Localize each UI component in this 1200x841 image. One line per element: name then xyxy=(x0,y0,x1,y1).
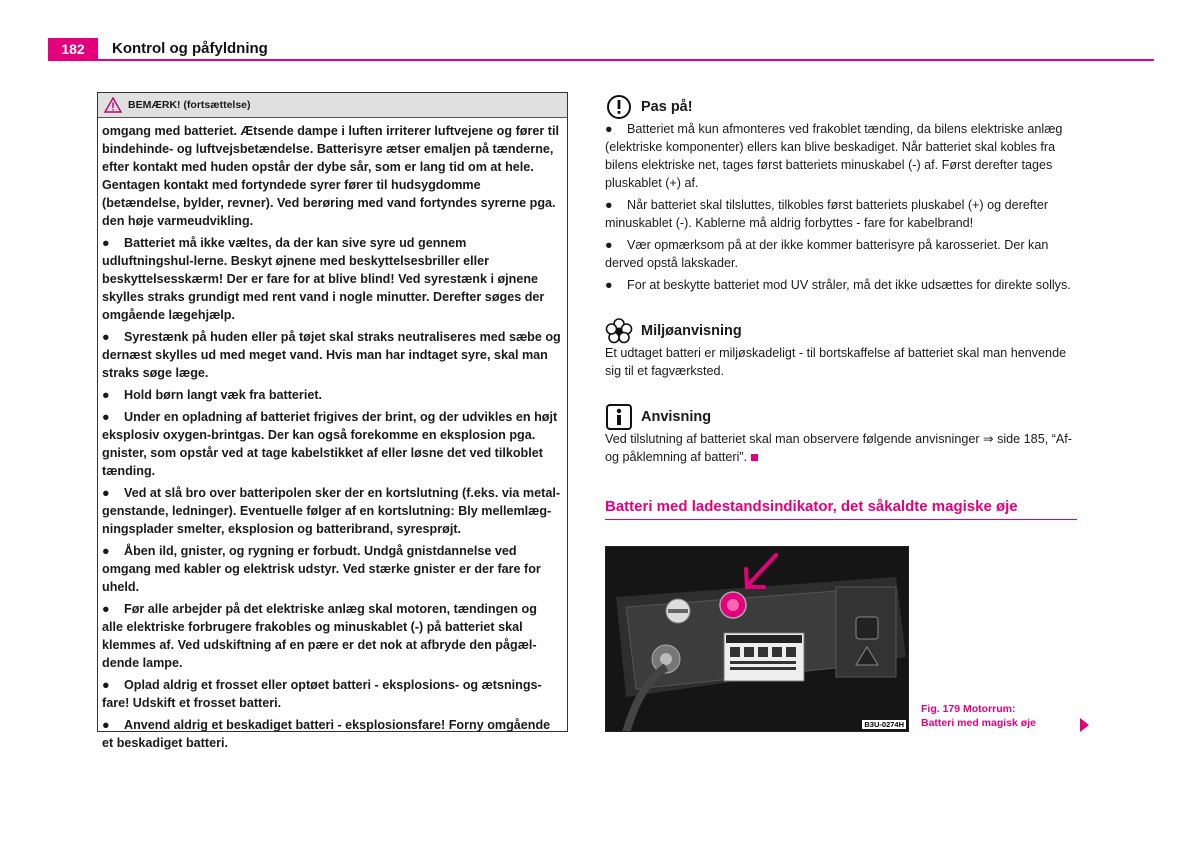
warning-heading-bar xyxy=(98,93,567,118)
caption-line-2: Batteri med magisk øje xyxy=(921,717,1036,729)
running-title: Kontrol og påfyldning xyxy=(112,40,268,57)
end-marker-icon xyxy=(751,454,758,461)
flower-icon xyxy=(605,318,633,344)
warning-bullet: ● Under en opladning af batteriet frigives der brint, og der udvikles en højt eksplosiv oxygen-brintgas. Der kan også forekomme en eksplosion pga. gnister, som opstår ved at tage kabelstikket af eller løsne det ved tilkoblet tænding. xyxy=(102,410,558,478)
warning-bullet: ● Ved at slå bro over batteripolen sker der en kortslutning (f.eks. via metal-genstande, ledninger). Eventuelle følger af en kortslutning: Bly mellemlæg-ningsplader smelter, eksplosion og batteribrand, syresprøjt. xyxy=(102,486,561,536)
note-text: Ved tilslutning af batteriet skal man observere følgende anvisninger ⇒ side 185, “Af- og påklemning af batteri”. xyxy=(605,432,1072,464)
note-heading-row xyxy=(605,404,1080,430)
header-rule xyxy=(48,59,1154,61)
warning-triangle-icon xyxy=(104,97,122,113)
note-heading: Anvisning xyxy=(641,409,712,425)
warning-box xyxy=(97,92,568,750)
figure-code: B3U-0274H xyxy=(864,720,904,729)
section-title: Batteri med ladestandsindikator, det såkaldte magiske øje xyxy=(605,498,1077,520)
figure-caption xyxy=(921,702,1036,730)
environment-heading-row xyxy=(605,318,1080,344)
caption-line-1: Fig. 179 Motorrum: xyxy=(921,703,1016,715)
caution-bullet: ● Når batteriet skal tilsluttes, tilkobles først batteriets pluskabel (+) og derefter minuskablet (-). Kablerne må aldrig forbyttes - fare for kabelbrand! xyxy=(605,198,1049,230)
environment-section xyxy=(605,318,1080,384)
warning-bullet: ● Oplad aldrig et frosset eller optøet batteri - eksplosions- og ætsnings-fare! Udskift et frosset batteri. xyxy=(102,678,542,710)
warning-bullet: ● Anvend aldrig et beskadiget batteri - eksplosionsfare! Forny omgående et beskadiget batteri. xyxy=(102,718,551,750)
warning-heading: BEMÆRK! (fortsættelse) xyxy=(128,99,251,111)
warning-bullet: ● Hold børn langt væk fra batteriet. xyxy=(102,388,323,402)
environment-text: Et udtaget batteri er miljøskadeligt - til bortskaffelse af batteriet skal man henvende sig til et fagværksted. xyxy=(605,346,1067,378)
info-icon xyxy=(605,404,633,430)
environment-heading: Miljøanvisning xyxy=(641,323,742,339)
warning-bullet: ● Før alle arbejder på det elektriske anlæg skal motoren, tændingen og alle elektriske forbrugere frakobles og minuskablet (-) på batteriet skal klemmes af. Ved udskiftning af en pære er det nok at afbryde den pågæl-dende lampe. xyxy=(102,602,537,670)
caution-section xyxy=(605,94,1080,298)
exclamation-circle-icon xyxy=(605,94,633,120)
continue-arrow-icon xyxy=(1080,718,1089,732)
warning-bullet: ● Batteriet må ikke væltes, da der kan sive syre ud gennem udluftningshul-lerne. Beskyt øjnene med beskyttelsesbriller eller beskyttelsesskærm! Der er fare for at blive blind! Ved syrestænk i øjnene skylles straks grundigt med rent vand i nogle minutter. Derefter søges der omgående lægehjælp. xyxy=(102,236,545,322)
caution-bullet: ● For at beskytte batteriet mod UV stråler, må det ikke udsættes for direkte sollys. xyxy=(605,278,1071,292)
warning-bullet: ● Syrestænk på huden eller på tøjet skal straks neutraliseres med sæbe og dernæst skylles ud med meget vand. Hvis man har indtaget syre, skal man straks søge læge. xyxy=(102,330,561,380)
warning-body xyxy=(98,118,567,752)
caution-bullet: ● Vær opmærksom på at der ikke kommer batterisyre på karosseriet. Der kan derved opstå lakskader. xyxy=(605,238,1049,270)
page-number: 182 xyxy=(48,38,98,60)
battery-illustration xyxy=(606,547,909,732)
caution-heading: Pas på! xyxy=(641,99,693,115)
warning-bullet: ● Åben ild, gnister, og rygning er forbudt. Undgå gnistdannelse ved omgang med kabler og elektrisk udstyr. Ved stærke gnister er der fare for uheld. xyxy=(102,544,541,594)
caution-heading-row xyxy=(605,94,1080,120)
figure-battery-magic-eye xyxy=(605,546,909,732)
note-section xyxy=(605,404,1080,470)
caution-bullet: ● Batteriet må kun afmonteres ved frakoblet tænding, da bilens elektriske anlæg (elektriske komponenter) ellers kan blive beskadiget. Når batteriet skal kobles fra bilens elektriske net, tages først batteriets minuskabel (-) af. Først derefter tages pluskablet (+) af. xyxy=(605,122,1063,190)
warning-intro: omgang med batteriet. Ætsende dampe i luften irriterer luftvejene og fører til bindehinde- og luftvejsbetændelse. Batterisyre ætser emaljen på tænderne, efter kontakt med huden opstår der dybe sår, som er lang tid om at hele. Gentagen kontakt med fortyndede syrer fører til hudsygdomme (betændelse, bylder, revner). Ved berøring med vand fortyndes syrerne pga. den høje varmeudvikling. xyxy=(102,124,559,228)
